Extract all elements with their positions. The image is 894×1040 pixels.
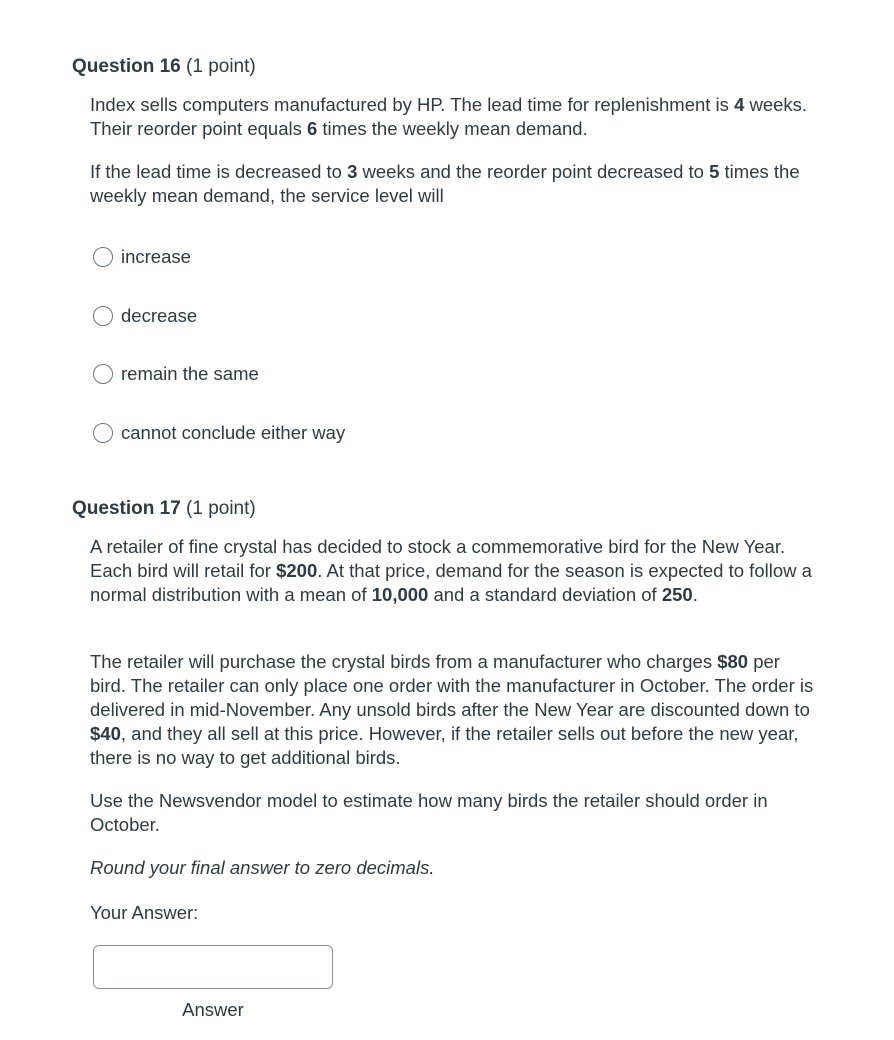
q17-p1-bold-b: $200 [276,560,318,581]
option-label: cannot conclude either way [121,422,346,443]
q17-p2-text-e: , and they all sell at this price. However, if the retailer sells out before the new year, there is no way to get additional birds. [90,723,799,768]
question-17-paragraph-1 [90,535,818,607]
question-17-title: Question 17 [72,498,181,519]
question-16-paragraph-2 [90,160,818,208]
q17-p1-text-a: A retailer of fine crystal has decided to stock a commemorative bird for the New Year. Each bird will retail for [90,536,786,581]
question-17-rounding-note [90,856,818,880]
q17-p1-bold-f: 250 [661,584,693,605]
your-answer-text: Your Answer: [90,902,199,923]
q17-p2-text-c: per bird. The retailer can only place one order with the manufacturer in October. The order is delivered in mid-November. Any unsold birds after the New Year are discounted down to [90,651,814,720]
q17-p2-bold-b: $80 [717,651,749,672]
option-increase[interactable] [93,245,191,269]
question-17-points: (1 point) [186,498,256,519]
option-label: decrease [121,305,198,326]
question-16-paragraph-1 [90,93,818,141]
radio-button[interactable] [93,306,113,326]
answer-caption: Answer [182,999,244,1020]
q17-p2-bold-d: $40 [90,723,121,744]
q16-p1-bold-d: 6 [306,118,318,139]
q16-p1-bold-b: 4 [734,94,745,115]
q17-p1-text-e: and a standard deviation of [428,584,662,605]
q16-p2-bold-d: 5 [709,161,720,182]
q16-p2-text-e: times the weekly mean demand, the service level will [90,161,800,206]
radio-button[interactable] [93,247,113,267]
question-16-title: Question 16 [72,56,181,77]
q17-p1-bold-d: 10,000 [371,584,429,605]
q17-p1-text-c: . At that price, demand for the season is expected to follow a normal distribution with a mean of [90,560,812,605]
q16-p2-text-a: If the lead time is decreased to [90,161,348,182]
option-cannot-conclude[interactable] [93,421,345,445]
question-17-paragraph-2 [90,650,818,770]
q16-p1-text-c: weeks. Their reorder point equals [90,94,808,139]
q16-p2-bold-b: 3 [347,161,358,182]
your-answer-label [90,901,818,925]
q17-instruction: Use the Newsvendor model to estimate how many birds the retailer should order in October. [90,790,768,835]
option-decrease[interactable] [93,304,197,328]
option-label: increase [121,246,191,267]
option-remain-the-same[interactable] [93,362,259,386]
option-label: remain the same [121,363,259,384]
q16-p1-text-e: times the weekly mean demand. [317,118,588,139]
q17-p2-text-a: The retailer will purchase the crystal birds from a manufacturer who charges [90,651,718,672]
answer-input[interactable] [93,945,333,989]
radio-button[interactable] [93,423,113,443]
question-17-paragraph-3 [90,789,818,837]
radio-button[interactable] [93,364,113,384]
q17-p1-text-g: . [692,584,698,605]
q16-p2-text-c: weeks and the reorder point decreased to [357,161,710,182]
question-16-header [72,55,256,79]
question-17-header [72,497,256,521]
q17-rounding-text: Round your final answer to zero decimals. [90,857,435,878]
q16-p1-text-a: Index sells computers manufactured by HP. The lead time for replenishment is [90,94,735,115]
question-16-points: (1 point) [186,56,256,77]
